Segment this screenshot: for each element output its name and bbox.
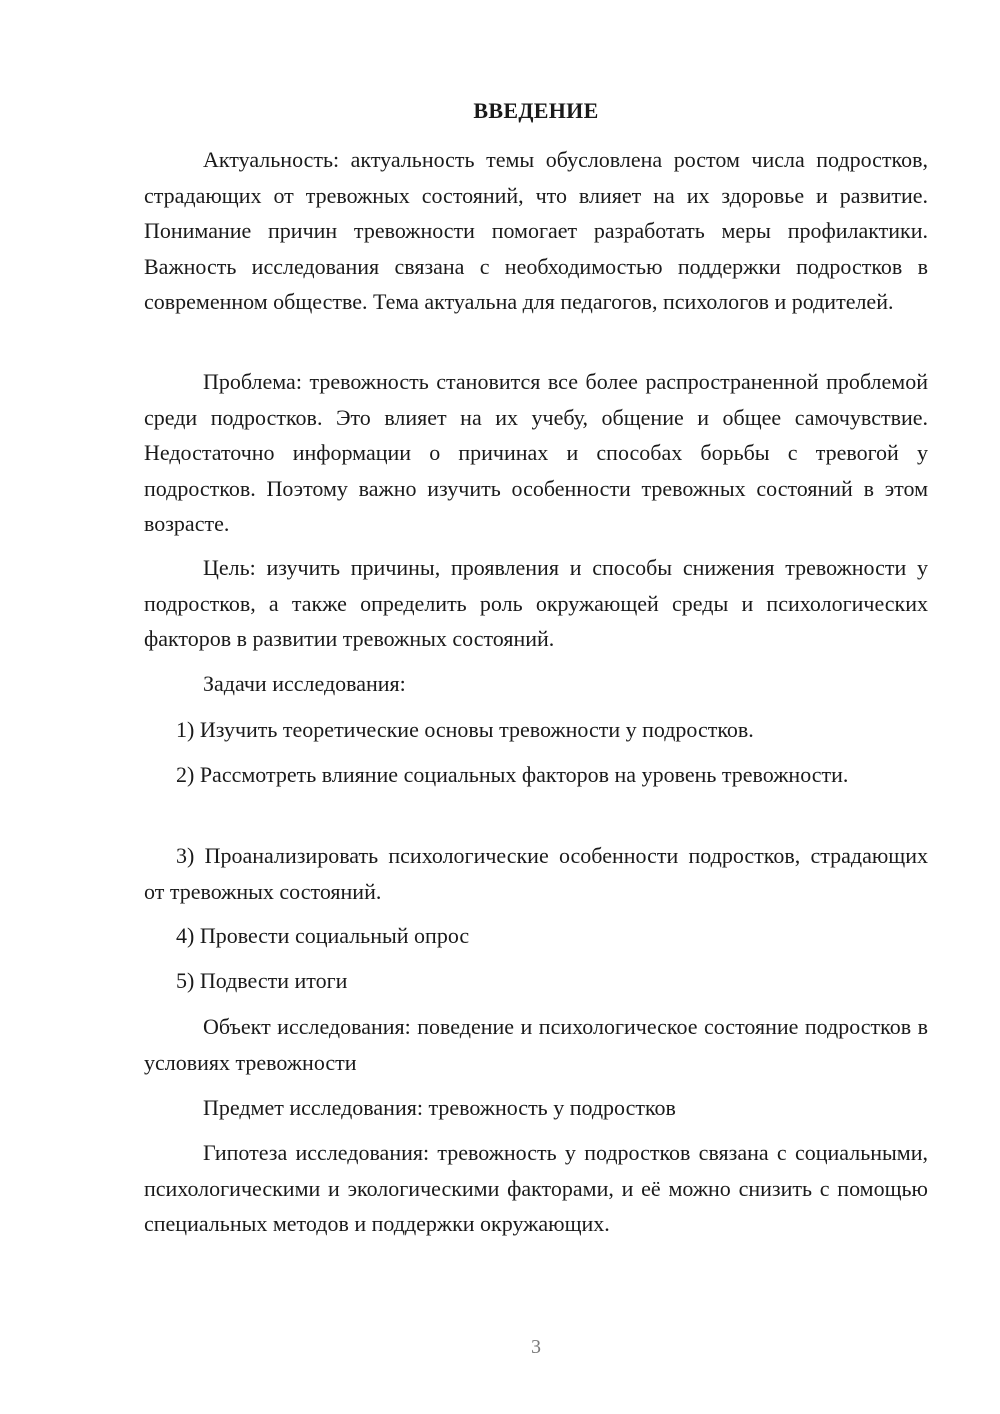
paragraph-object: Объект исследования: поведение и психологическое состояние подростков в условиях тревожности <box>144 1014 928 1075</box>
paragraph-relevance: Актуальность: актуальность темы обусловлена ростом числа подростков, страдающих от тревожных состояний, что влияет на их здоровье и развитие. Понимание причин тревожности помогает разработать меры профилактики. Важность исследования связана с необходимостью поддержки подростков в современном обществе. Тема актуальна для педагогов, психологов и родителей. <box>144 147 928 314</box>
section-heading: ВВЕДЕНИЕ <box>473 98 599 123</box>
paragraph-subject: Предмет исследования: тревожность у подростков <box>203 1095 676 1120</box>
page-number: 3 <box>531 1336 541 1358</box>
tasks-heading: Задачи исследования: <box>203 671 406 696</box>
task-item: 3) Проанализировать психологические особенности подростков, страдающих от тревожных состояний. <box>144 843 928 904</box>
paragraph-problem: Проблема: тревожность становится все более распространенной проблемой среди подростков. Это влияет на их учебу, общение и общее самочувствие. Недостаточно информации о причинах и способах борьбы с тревогой у подростков. Поэтому важно изучить особенности тревожных состояний в этом возрасте. <box>144 369 928 536</box>
task-item: 5) Подвести итоги <box>176 968 348 993</box>
task-item: 4) Провести социальный опрос <box>176 923 470 948</box>
paragraph-goal: Цель: изучить причины, проявления и способы снижения тревожности у подростков, а также определить роль окружающей среды и психологических факторов в развитии тревожных состояний. <box>144 555 928 651</box>
paragraph-hypothesis: Гипотеза исследования: тревожность у подростков связана с социальными, психологическими и экологическими факторами, и её можно снизить с помощью специальных методов и поддержки окружающих. <box>144 1140 928 1236</box>
task-item: 1) Изучить теоретические основы тревожности у подростков. <box>176 717 754 742</box>
task-item: 2) Рассмотреть влияние социальных факторов на уровень тревожности. <box>176 762 849 787</box>
